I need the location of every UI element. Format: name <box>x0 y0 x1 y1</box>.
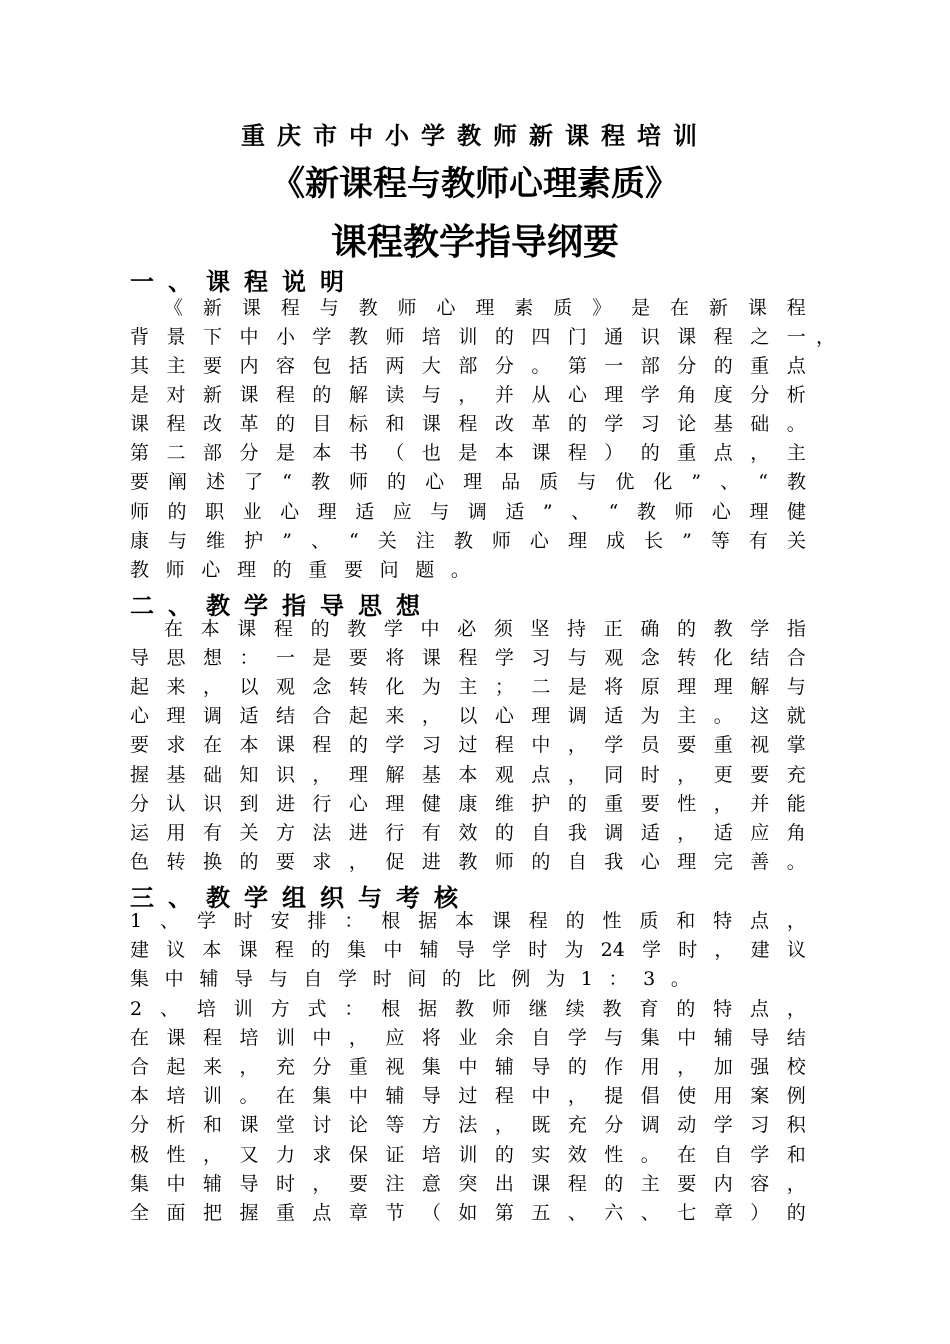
body-line: 运 用 有 关 方 法 进 行 有 效 的 自 我 调 适 ， 适 应 角 <box>130 822 806 844</box>
body-line: 色 转 换 的 要 求 ， 促 进 教 师 的 自 我 心 理 完 善 。 <box>130 851 806 873</box>
body-line: 在 课 程 培 训 中 ， 应 将 业 余 自 学 与 集 中 辅 导 结 <box>130 1027 806 1049</box>
section-heading-1: 一、课程说明 <box>130 268 358 296</box>
body-line: 本 培 训 。 在 集 中 辅 导 过 程 中 ， 提 倡 使 用 案 例 <box>130 1085 806 1107</box>
body-line: 集 中 辅 导 与 自 学 时 间 的 比 例 为 1 ： 3 。 <box>130 968 690 990</box>
body-line: 背 景 下 中 小 学 教 师 培 训 的 四 门 通 识 课 程 之 一 <box>130 326 806 348</box>
trailing-comma: ， <box>816 326 836 348</box>
body-line: 是 对 新 课 程 的 解 读 与 ， 并 从 心 理 学 角 度 分 析 <box>130 384 806 406</box>
body-line: 全 面 把 握 重 点 章 节 （ 如 第 五 、 六 、 七 章 ） 的 <box>130 1202 806 1224</box>
body-line: 第 二 部 分 是 本 书 （ 也 是 本 课 程 ） 的 重 点 ， 主 <box>130 442 806 464</box>
body-line: 起 来 ， 以 观 念 转 化 为 主 ； 二 是 将 原 理 理 解 与 <box>130 676 806 698</box>
body-line: 师 的 职 业 心 理 适 应 与 调 适 ” 、 “ 教 师 心 理 健 <box>130 501 806 523</box>
title-line-3: 课程教学指导纲要 <box>330 222 619 263</box>
body-line: 握 基 础 知 识 ， 理 解 基 本 观 点 ， 同 时 ， 更 要 充 <box>130 764 806 786</box>
body-line: 要 求 在 本 课 程 的 学 习 过 程 中 ， 学 员 要 重 视 掌 <box>130 734 806 756</box>
title-line-2: 《新课程与教师心理素质》 <box>271 164 679 204</box>
body-line: 合 起 来 ， 充 分 重 视 集 中 辅 导 的 作 用 ， 加 强 校 <box>130 1056 806 1078</box>
title-line-1: 重庆市中小学教师新课程培训 <box>241 122 709 150</box>
body-line: 课 程 改 革 的 目 标 和 课 程 改 革 的 学 习 论 基 础 。 <box>130 413 806 435</box>
body-line: 要 阐 述 了 “ 教 师 的 心 理 品 质 与 优 化 ” 、 “ 教 <box>130 471 806 493</box>
body-line: 《 新 课 程 与 教 师 心 理 素 质 》 是 在 新 课 程 <box>164 297 806 319</box>
body-line: 集 中 辅 导 时 ， 要 注 意 突 出 课 程 的 主 要 内 容 ， <box>130 1173 806 1195</box>
body-line: 心 理 调 适 结 合 起 来 ， 以 心 理 调 适 为 主 。 这 就 <box>130 705 806 727</box>
body-line: 导 思 想 ： 一 是 要 将 课 程 学 习 与 观 念 转 化 结 合 <box>130 647 806 669</box>
body-line: 在 本 课 程 的 教 学 中 必 须 坚 持 正 确 的 教 学 指 <box>164 618 806 640</box>
section-heading-2: 二、教学指导思想 <box>130 592 434 620</box>
body-line: 分 认 识 到 进 行 心 理 健 康 维 护 的 重 要 性 ， 并 能 <box>130 793 806 815</box>
body-line: 2 、 培 训 方 式 ： 根 据 教 师 继 续 教 育 的 特 点 ， <box>130 998 806 1020</box>
body-line: 极 性 ， 又 力 求 保 证 培 训 的 实 效 性 。 在 自 学 和 <box>130 1144 806 1166</box>
body-line: 康 与 维 护 ” 、 “ 关 注 教 师 心 理 成 长 ” 等 有 关 <box>130 530 806 552</box>
section-heading-3: 三、教学组织与考核 <box>130 884 472 912</box>
body-line: 建 议 本 课 程 的 集 中 辅 导 学 时 为 24 学 时 ， 建 议 <box>130 939 806 961</box>
body-line: 教 师 心 理 的 重 要 问 题 。 <box>130 559 470 581</box>
body-line: 其 主 要 内 容 包 括 两 大 部 分 。 第 一 部 分 的 重 点 <box>130 355 806 377</box>
body-line: 分 析 和 课 堂 讨 论 等 方 法 ， 既 充 分 调 动 学 习 积 <box>130 1114 806 1136</box>
body-line: 1 、 学 时 安 排 ： 根 据 本 课 程 的 性 质 和 特 点 ， <box>130 910 806 932</box>
